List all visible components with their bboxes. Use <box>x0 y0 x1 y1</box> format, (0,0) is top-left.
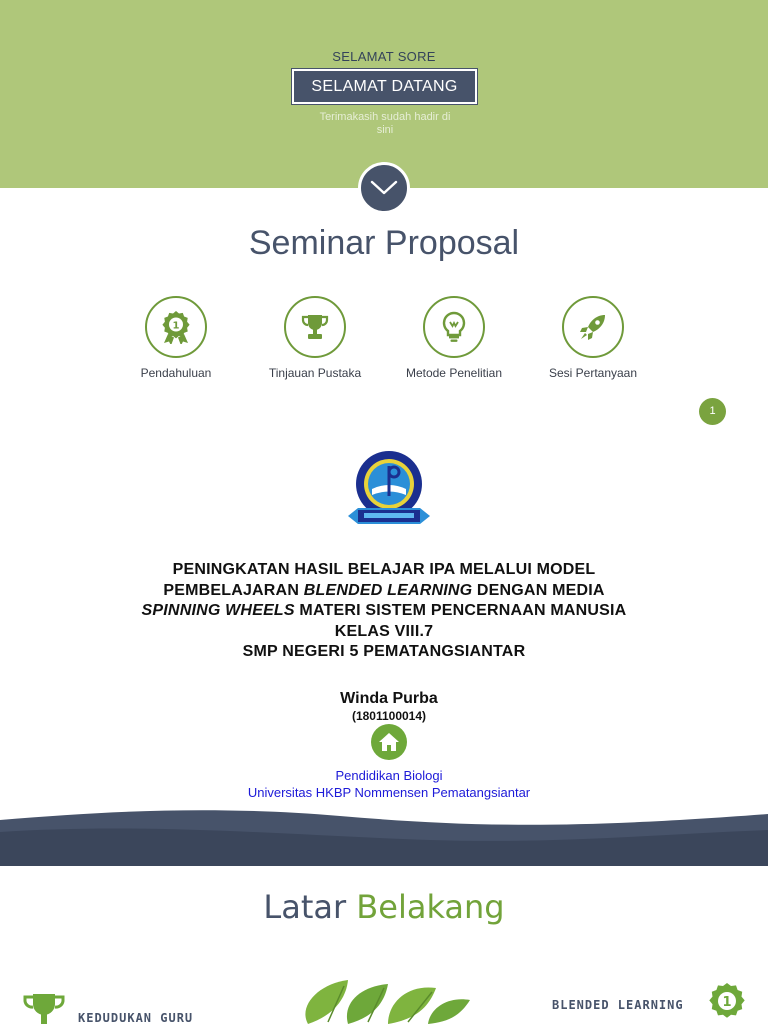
menu-label: Metode Penelitian <box>405 366 503 380</box>
award-ribbon-icon <box>161 310 191 344</box>
title-line-3-italic: SPINNING WHEELS <box>141 602 295 619</box>
lightbulb-icon <box>441 311 467 343</box>
thesis-title <box>100 560 668 663</box>
trophy-icon <box>22 992 66 1024</box>
home-button[interactable] <box>371 724 407 760</box>
university-name: Universitas HKBP Nommensen Pematangsiantar <box>247 785 531 800</box>
study-program: Pendidikan Biologi <box>335 768 443 783</box>
title-word-1: Latar <box>263 888 347 926</box>
wave-divider <box>0 800 768 866</box>
title-line-1: PENINGKATAN HASIL BELAJAR IPA MELALUI MODEL <box>172 561 596 578</box>
menu-label: Pendahuluan <box>140 366 212 380</box>
award-ribbon-icon <box>704 982 750 1024</box>
kedudukan-guru-label: KEDUDUKAN GURU <box>78 1011 194 1024</box>
menu-circle <box>145 296 207 358</box>
plant-leaves-illustration <box>288 976 478 1024</box>
greeting-text: SELAMAT SORE <box>332 49 436 64</box>
chevron-down-icon <box>370 180 398 196</box>
latar-belakang-title <box>0 888 768 926</box>
menu-circle <box>423 296 485 358</box>
title-line-4: KELAS VIII.7 <box>334 622 434 640</box>
home-icon <box>377 731 401 753</box>
title-word-2: Belakang <box>356 888 505 926</box>
menu-label: Sesi Pertanyaan <box>548 366 638 380</box>
welcome-box: SELAMAT DATANG <box>292 69 477 104</box>
author-name: Winda Purba <box>340 690 438 707</box>
menu-circle <box>562 296 624 358</box>
hero-banner <box>0 0 768 188</box>
menu-item-metode-penelitian[interactable] <box>389 296 519 380</box>
svg-text:1: 1 <box>172 320 180 332</box>
title-line-2-italic: BLENDED LEARNING <box>303 581 473 599</box>
title-line-2-pre: PEMBELAJARAN <box>163 581 304 599</box>
title-line-2 <box>100 581 668 602</box>
svg-text:1: 1 <box>722 995 732 1010</box>
title-line-2-post: DENGAN MEDIA <box>472 581 605 599</box>
page-number-badge[interactable]: 1 <box>699 398 726 425</box>
university-seal-icon <box>342 446 436 538</box>
title-line-3-post: MATERI SISTEM PENCERNAAN MANUSIA <box>294 602 627 619</box>
blended-learning-label: BLENDED LEARNING <box>552 998 684 1012</box>
trophy-icon <box>300 312 330 342</box>
scroll-down-button[interactable] <box>358 162 410 214</box>
menu-label: Tinjauan Pustaka <box>268 366 362 380</box>
student-id: (1801100014) <box>351 709 427 723</box>
thanks-text: Terimakasih sudah hadir di sini <box>319 111 451 136</box>
title-line-3 <box>100 601 668 622</box>
menu-item-pendahuluan[interactable] <box>111 296 241 380</box>
section-title: Seminar Proposal <box>248 224 520 262</box>
menu-item-tinjauan-pustaka[interactable] <box>250 296 380 380</box>
menu-circle <box>284 296 346 358</box>
rocket-icon <box>578 312 608 342</box>
title-line-5: SMP NEGERI 5 PEMATANGSIANTAR <box>242 643 526 660</box>
menu-item-sesi-pertanyaan[interactable] <box>528 296 658 380</box>
